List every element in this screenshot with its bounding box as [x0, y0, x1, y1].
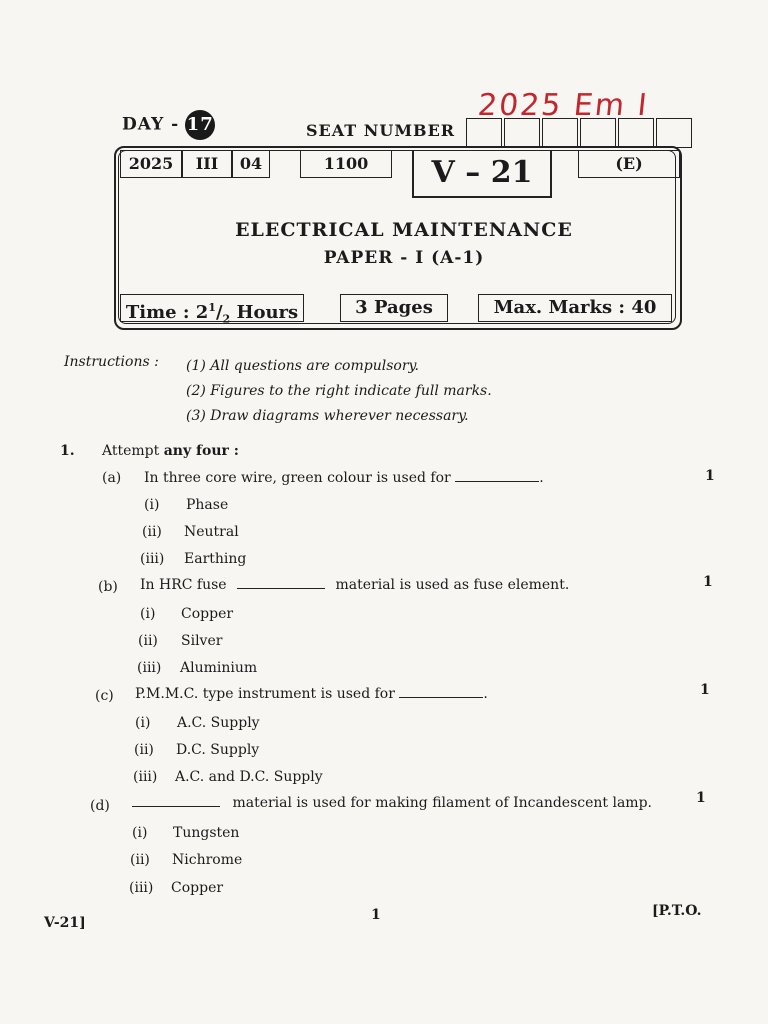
option-number: (iii) [137, 660, 162, 676]
option-text: Copper [181, 606, 234, 622]
option-number: (i) [135, 715, 151, 731]
question-prompt-bold: any four : [163, 443, 239, 459]
option-text: Tungsten [173, 825, 240, 841]
paper-title: PAPER - I (A-1) [323, 248, 485, 268]
option-number: (i) [140, 606, 156, 622]
part-text-after: material is used as fuse element. [335, 577, 570, 593]
option-text: Aluminium [180, 660, 258, 676]
part-label: (a) [102, 470, 122, 486]
answer-blank [132, 806, 220, 807]
part-text-before: P.M.M.C. type instrument is used for [135, 686, 395, 702]
subject-title: ELECTRICAL MAINTENANCE [235, 219, 573, 241]
seat-number-label: SEAT NUMBER [306, 121, 456, 140]
part-text [140, 577, 569, 593]
question-prompt-prefix: Attempt [102, 443, 160, 459]
medium-cell: (E) [578, 150, 680, 178]
seat-number-box[interactable] [580, 118, 616, 148]
option-text: Phase [186, 497, 229, 513]
question-number: 1. [60, 443, 75, 459]
seat-number-box[interactable] [466, 118, 502, 148]
day-label: DAY - [122, 114, 180, 135]
part-text [135, 686, 488, 702]
subject-code-cell: V – 21 [412, 150, 552, 198]
part-label: (c) [95, 688, 114, 704]
day-label-group [122, 110, 215, 140]
option-number: (iii) [133, 769, 158, 785]
option-text: Copper [171, 880, 224, 896]
part-label: (d) [90, 798, 110, 814]
marks-value: 1 [703, 574, 713, 590]
time-suffix: Hours [230, 302, 299, 323]
instruction-item: (2) Figures to the right indicate full marks. [186, 383, 492, 399]
part-text-after: . [483, 686, 488, 702]
time-fraction-denominator: 2 [222, 312, 231, 326]
year-code-cell: 2025 [120, 150, 182, 178]
max-marks-cell: Max. Marks : 40 [478, 294, 672, 322]
option-number: (iii) [140, 551, 165, 567]
option-text: Earthing [184, 551, 247, 567]
option-text: Neutral [184, 524, 239, 540]
option-text: A.C. Supply [177, 715, 260, 731]
page-number: 1 [371, 907, 381, 923]
answer-blank [237, 588, 325, 589]
seat-number-box[interactable] [504, 118, 540, 148]
seat-number-box[interactable] [618, 118, 654, 148]
option-number: (ii) [130, 852, 150, 868]
option-number: (iii) [129, 880, 154, 896]
pages-cell: 3 Pages [340, 294, 448, 322]
handwritten-note: 2025 Em I [476, 88, 651, 123]
question-prompt [102, 443, 239, 459]
option-text: D.C. Supply [176, 742, 260, 758]
option-number: (i) [144, 497, 160, 513]
option-number: (ii) [134, 742, 154, 758]
instruction-item: (1) All questions are compulsory. [186, 358, 420, 374]
part-label: (b) [98, 579, 118, 595]
time-fraction-numerator: 1 [208, 301, 216, 314]
section-code-cell: 04 [232, 150, 270, 178]
instructions-label: Instructions : [64, 354, 159, 370]
footer-code: V-21] [44, 915, 86, 931]
instruction-item: (3) Draw diagrams wherever necessary. [186, 408, 469, 424]
answer-blank [455, 481, 539, 482]
part-text-before: In three core wire, green colour is used for [144, 470, 451, 486]
part-text-after: . [539, 470, 544, 486]
term-code-cell: III [182, 150, 232, 178]
marks-value: 1 [705, 468, 715, 484]
time-prefix: Time : 2 [125, 302, 209, 323]
option-number: (i) [132, 825, 148, 841]
seat-number-box[interactable] [656, 118, 692, 148]
part-text [132, 795, 652, 811]
marks-value: 1 [696, 790, 706, 806]
seat-number-box[interactable] [542, 118, 578, 148]
part-text [144, 470, 544, 486]
option-text: Nichrome [172, 852, 243, 868]
pto-label: [P.T.O. [652, 903, 702, 919]
option-text: Silver [181, 633, 223, 649]
option-number: (ii) [142, 524, 162, 540]
seat-number-boxes [466, 118, 694, 148]
part-text-before: In HRC fuse [140, 577, 227, 593]
option-text: A.C. and D.C. Supply [175, 769, 323, 785]
paper-code-cell: 1100 [300, 150, 392, 178]
marks-value: 1 [700, 682, 710, 698]
answer-blank [399, 697, 483, 698]
option-number: (ii) [138, 633, 158, 649]
part-text-after: material is used for making filament of Incandescent lamp. [232, 795, 652, 811]
day-number-badge: 17 [185, 110, 215, 140]
time-cell: Time : $2^1/_2$ Hours [120, 294, 304, 322]
